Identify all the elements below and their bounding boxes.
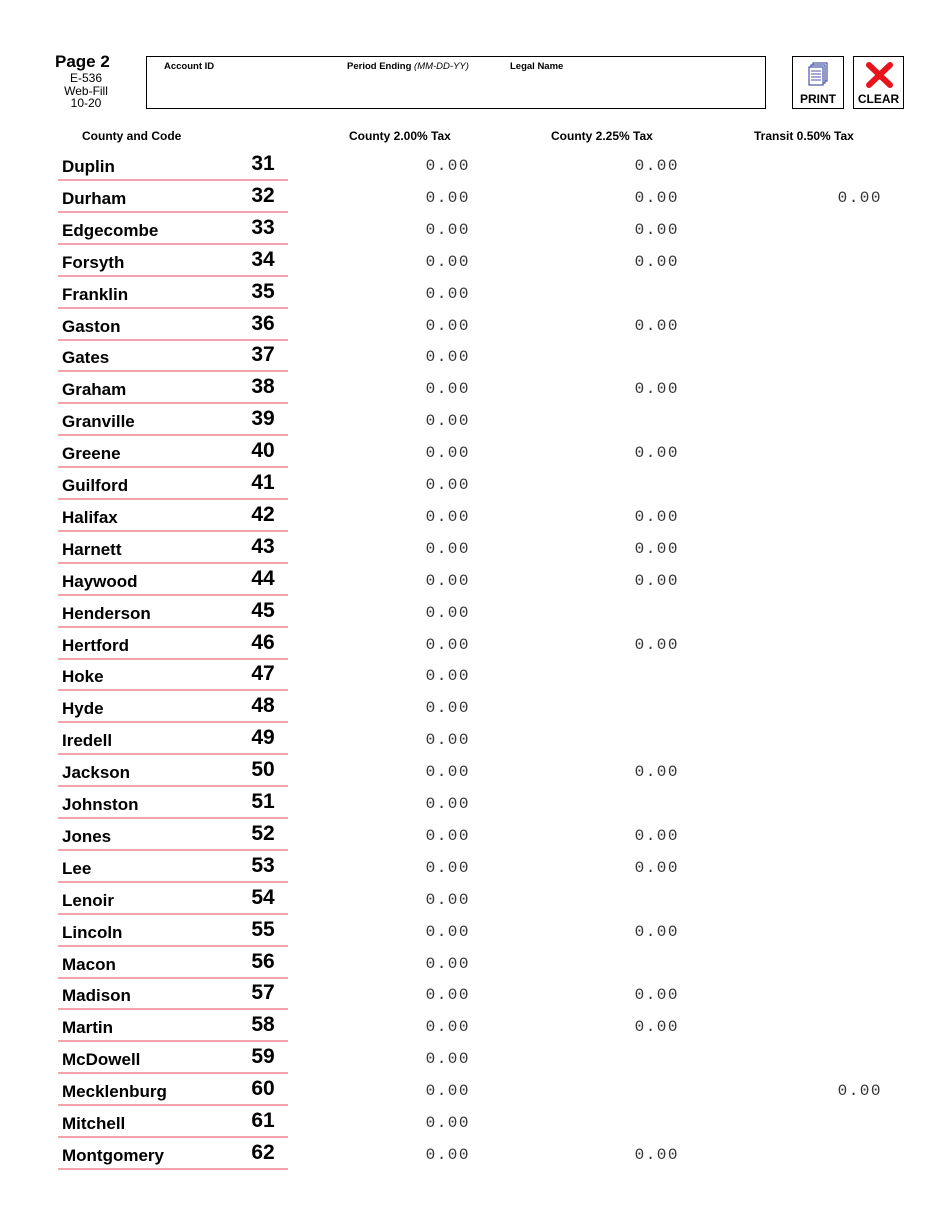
county-2-00-tax-field[interactable]: 0.00 <box>425 1018 470 1037</box>
county-code: 43 <box>251 534 275 558</box>
county-code: 38 <box>251 375 275 399</box>
county-2-25-tax-field[interactable]: 0.00 <box>634 826 679 845</box>
county-2-00-tax-field[interactable]: 0.00 <box>425 348 470 367</box>
row-underline <box>58 211 288 213</box>
row-underline <box>58 658 288 660</box>
county-name: Mitchell <box>62 1114 126 1133</box>
county-code: 33 <box>251 215 275 239</box>
county-name: Halifax <box>62 507 118 527</box>
county-name: Hoke <box>62 667 104 687</box>
row-underline <box>58 307 288 309</box>
row-underline <box>58 434 288 436</box>
county-code: 55 <box>251 917 275 941</box>
row-underline <box>58 1072 288 1074</box>
county-2-25-tax-field[interactable]: 0.00 <box>634 507 679 526</box>
county-name: Guilford <box>62 476 129 495</box>
row-underline <box>58 785 288 787</box>
print-label: PRINT <box>800 92 836 106</box>
transit-0-50-header: Transit 0.50% Tax <box>754 129 854 143</box>
account-id-label: Account ID <box>164 61 215 72</box>
county-name: Harnett <box>62 539 122 559</box>
row-underline <box>58 339 288 341</box>
county-2-25-tax-field[interactable]: 0.00 <box>634 252 679 271</box>
county-code: 53 <box>251 853 275 877</box>
table-row <box>0 884 950 916</box>
table-row <box>0 310 950 342</box>
county-name: Hertford <box>62 635 130 655</box>
county-2-25-tax-field[interactable]: 0.00 <box>634 444 679 463</box>
county-2-25-tax-field[interactable]: 0.00 <box>634 858 679 877</box>
row-underline <box>58 1136 288 1138</box>
row-underline <box>58 402 288 404</box>
county-name: Jones <box>62 826 112 846</box>
county-2-25-tax-field[interactable]: 0.00 <box>634 539 679 558</box>
county-name: Graham <box>62 380 127 400</box>
county-2-25-tax-field[interactable]: 0.00 <box>634 635 679 654</box>
county-name: Granville <box>62 412 135 432</box>
county-code: 54 <box>251 885 275 909</box>
row-underline <box>58 243 288 245</box>
county-code: 58 <box>251 1013 275 1037</box>
row-underline <box>58 721 288 723</box>
table-row <box>0 1043 950 1075</box>
county-name: Henderson <box>62 603 151 623</box>
county-2-00-tax-field[interactable]: 0.00 <box>425 795 470 813</box>
county-code: 45 <box>251 598 275 622</box>
county-2-00-tax-field[interactable]: 0.00 <box>425 922 470 941</box>
county-code: 40 <box>251 439 275 463</box>
county-code: 46 <box>251 630 275 654</box>
county-2-25-tax-field[interactable]: 0.00 <box>634 986 679 1005</box>
county-name: Duplin <box>62 157 115 176</box>
county-code: 42 <box>251 502 275 526</box>
county-2-00-tax-field[interactable]: 0.00 <box>425 699 470 718</box>
county-2-25-tax-field[interactable]: 0.00 <box>634 1018 679 1037</box>
period-ending-label <box>347 61 469 72</box>
row-underline <box>58 1040 288 1042</box>
row-underline <box>58 530 288 532</box>
table-row <box>0 150 950 182</box>
row-underline <box>58 689 288 691</box>
legal-name-label: Legal Name <box>510 61 564 72</box>
county-2-00-tax-field[interactable]: 0.00 <box>425 412 470 431</box>
row-underline <box>58 977 288 979</box>
row-underline <box>58 594 288 596</box>
county-name: Edgecombe <box>62 220 159 240</box>
table-row <box>0 724 950 756</box>
document-stack-icon <box>793 62 845 88</box>
county-name: Gaston <box>62 316 121 336</box>
table-row <box>0 948 950 980</box>
row-underline <box>58 466 288 468</box>
row-underline <box>58 626 288 628</box>
county-code: 39 <box>251 407 275 431</box>
county-2-00-tax-field[interactable]: 0.00 <box>425 986 470 1005</box>
county-2-00-tax-field[interactable]: 0.00 <box>425 826 470 845</box>
transit-0-50-tax-field[interactable]: 0.00 <box>837 188 882 207</box>
county-code: 62 <box>251 1140 275 1164</box>
county-2-00-tax-field[interactable]: 0.00 <box>425 220 470 239</box>
table-row <box>0 214 950 246</box>
county-code: 51 <box>251 790 275 813</box>
transit-0-50-tax-field[interactable]: 0.00 <box>837 1082 882 1101</box>
county-code: 36 <box>251 311 275 335</box>
county-code: 59 <box>251 1045 275 1069</box>
table-row <box>0 501 950 533</box>
page-number: Page 2 <box>55 52 110 71</box>
county-2-00-tax-field[interactable]: 0.00 <box>425 284 470 303</box>
county-2-25-header: County 2.25% Tax <box>551 129 653 143</box>
clear-label: CLEAR <box>857 92 900 106</box>
county-2-25-tax-field[interactable]: 0.00 <box>634 763 679 782</box>
county-code: 56 <box>251 949 275 973</box>
taxpayer-header-box <box>146 56 766 109</box>
table-row <box>0 979 950 1011</box>
table-row <box>0 788 950 820</box>
county-2-00-tax-field[interactable]: 0.00 <box>425 954 470 973</box>
county-code: 50 <box>251 758 275 782</box>
county-name: Lenoir <box>62 890 114 910</box>
form-number: E-536 <box>69 71 103 85</box>
table-row <box>0 1011 950 1043</box>
county-2-00-tax-field[interactable]: 0.00 <box>425 188 470 207</box>
table-row <box>0 1139 950 1171</box>
county-code: 61 <box>251 1109 275 1132</box>
row-underline <box>58 1168 288 1170</box>
county-2-25-tax-field[interactable]: 0.00 <box>634 316 679 335</box>
table-row <box>0 565 950 597</box>
row-underline <box>58 1008 288 1010</box>
county-2-00-tax-field[interactable]: 0.00 <box>425 157 470 175</box>
row-underline <box>58 179 288 181</box>
table-row <box>0 533 950 565</box>
table-row <box>0 660 950 692</box>
county-2-25-tax-field[interactable]: 0.00 <box>634 922 679 941</box>
row-underline <box>58 849 288 851</box>
county-2-25-tax-field[interactable]: 0.00 <box>634 1145 679 1164</box>
county-2-00-tax-field[interactable]: 0.00 <box>425 1082 470 1101</box>
county-code: 32 <box>251 183 275 207</box>
row-underline <box>58 753 288 755</box>
table-row <box>0 597 950 629</box>
county-2-25-tax-field[interactable]: 0.00 <box>634 188 679 207</box>
county-2-00-tax-field[interactable]: 0.00 <box>425 316 470 335</box>
county-name: Haywood <box>62 571 138 591</box>
table-row <box>0 1075 950 1107</box>
county-2-00-tax-field[interactable]: 0.00 <box>425 539 470 558</box>
county-name: Mecklenburg <box>62 1082 167 1102</box>
row-underline <box>58 498 288 500</box>
county-code: 47 <box>251 662 275 686</box>
table-row <box>0 373 950 405</box>
county-2-00-tax-field[interactable]: 0.00 <box>425 1114 470 1132</box>
table-row <box>0 278 950 310</box>
clear-button[interactable] <box>853 56 904 109</box>
row-underline <box>58 1104 288 1106</box>
county-name: Franklin <box>62 284 129 304</box>
county-name: Johnston <box>62 795 139 814</box>
county-2-00-tax-field[interactable]: 0.00 <box>425 507 470 526</box>
county-2-00-tax-field[interactable]: 0.00 <box>425 1145 470 1164</box>
table-row <box>0 629 950 661</box>
row-underline <box>58 275 288 277</box>
county-name: Jackson <box>62 763 131 783</box>
table-row <box>0 1107 950 1139</box>
county-name: Lincoln <box>62 922 123 942</box>
county-name: Durham <box>62 188 127 208</box>
county-code: 44 <box>251 566 275 590</box>
row-underline <box>58 370 288 372</box>
county-2-00-tax-field[interactable]: 0.00 <box>425 763 470 782</box>
county-2-25-tax-field[interactable]: 0.00 <box>634 220 679 239</box>
county-name: McDowell <box>62 1050 141 1070</box>
county-name: Martin <box>62 1018 113 1038</box>
county-2-25-tax-field[interactable]: 0.00 <box>634 157 679 175</box>
county-code: 35 <box>251 279 275 303</box>
county-name: Forsyth <box>62 252 125 272</box>
county-code: 41 <box>251 471 275 494</box>
table-row <box>0 692 950 724</box>
county-name: Iredell <box>62 731 113 751</box>
county-code: 60 <box>251 1077 275 1101</box>
table-row <box>0 820 950 852</box>
county-2-00-tax-field[interactable]: 0.00 <box>425 1050 470 1069</box>
table-row <box>0 756 950 788</box>
county-code: 37 <box>251 343 275 367</box>
county-name: Hyde <box>62 699 104 719</box>
county-name: Macon <box>62 954 116 974</box>
county-code: 34 <box>251 247 275 271</box>
table-row <box>0 405 950 437</box>
county-2-00-tax-field[interactable]: 0.00 <box>425 667 470 686</box>
county-2-00-header: County 2.00% Tax <box>349 129 451 143</box>
county-name: Greene <box>62 444 121 464</box>
form-identifier <box>55 52 117 110</box>
county-code: 57 <box>251 981 275 1005</box>
form-type: Web-Fill <box>64 83 108 98</box>
row-underline <box>58 945 288 947</box>
county-name: Lee <box>62 858 92 878</box>
table-row <box>0 437 950 469</box>
county-name: Montgomery <box>62 1145 164 1165</box>
table-row <box>0 916 950 948</box>
county-2-00-tax-field[interactable]: 0.00 <box>425 444 470 463</box>
table-row <box>0 182 950 214</box>
red-x-icon <box>854 62 905 88</box>
table-row <box>0 341 950 373</box>
county-code: 31 <box>251 152 275 175</box>
county-2-00-tax-field[interactable]: 0.00 <box>425 858 470 877</box>
county-2-00-tax-field[interactable]: 0.00 <box>425 571 470 590</box>
county-2-00-tax-field[interactable]: 0.00 <box>425 476 470 494</box>
county-2-00-tax-field[interactable]: 0.00 <box>425 252 470 271</box>
row-underline <box>58 562 288 564</box>
county-code: 49 <box>251 726 275 750</box>
row-underline <box>58 881 288 883</box>
row-underline <box>58 817 288 819</box>
table-row <box>0 852 950 884</box>
county-name: Madison <box>62 986 131 1006</box>
county-2-25-tax-field[interactable]: 0.00 <box>634 380 679 399</box>
county-2-00-tax-field[interactable]: 0.00 <box>425 731 470 750</box>
print-button[interactable] <box>792 56 844 109</box>
county-2-00-tax-field[interactable]: 0.00 <box>425 890 470 909</box>
table-row <box>0 246 950 278</box>
county-2-00-tax-field[interactable]: 0.00 <box>425 603 470 622</box>
county-2-25-tax-field[interactable]: 0.00 <box>634 571 679 590</box>
county-name: Gates <box>62 348 110 368</box>
form-revision: 10-20 <box>70 96 102 110</box>
county-code: 48 <box>251 694 275 718</box>
county-code-header: County and Code <box>82 129 182 143</box>
row-underline <box>58 913 288 915</box>
county-2-00-tax-field[interactable]: 0.00 <box>425 380 470 399</box>
period-ending-text: Period Ending <box>347 61 412 72</box>
period-ending-format: (MM-DD-YY) <box>414 61 469 72</box>
table-row <box>0 469 950 501</box>
county-2-00-tax-field[interactable]: 0.00 <box>425 635 470 654</box>
county-code: 52 <box>251 821 275 845</box>
